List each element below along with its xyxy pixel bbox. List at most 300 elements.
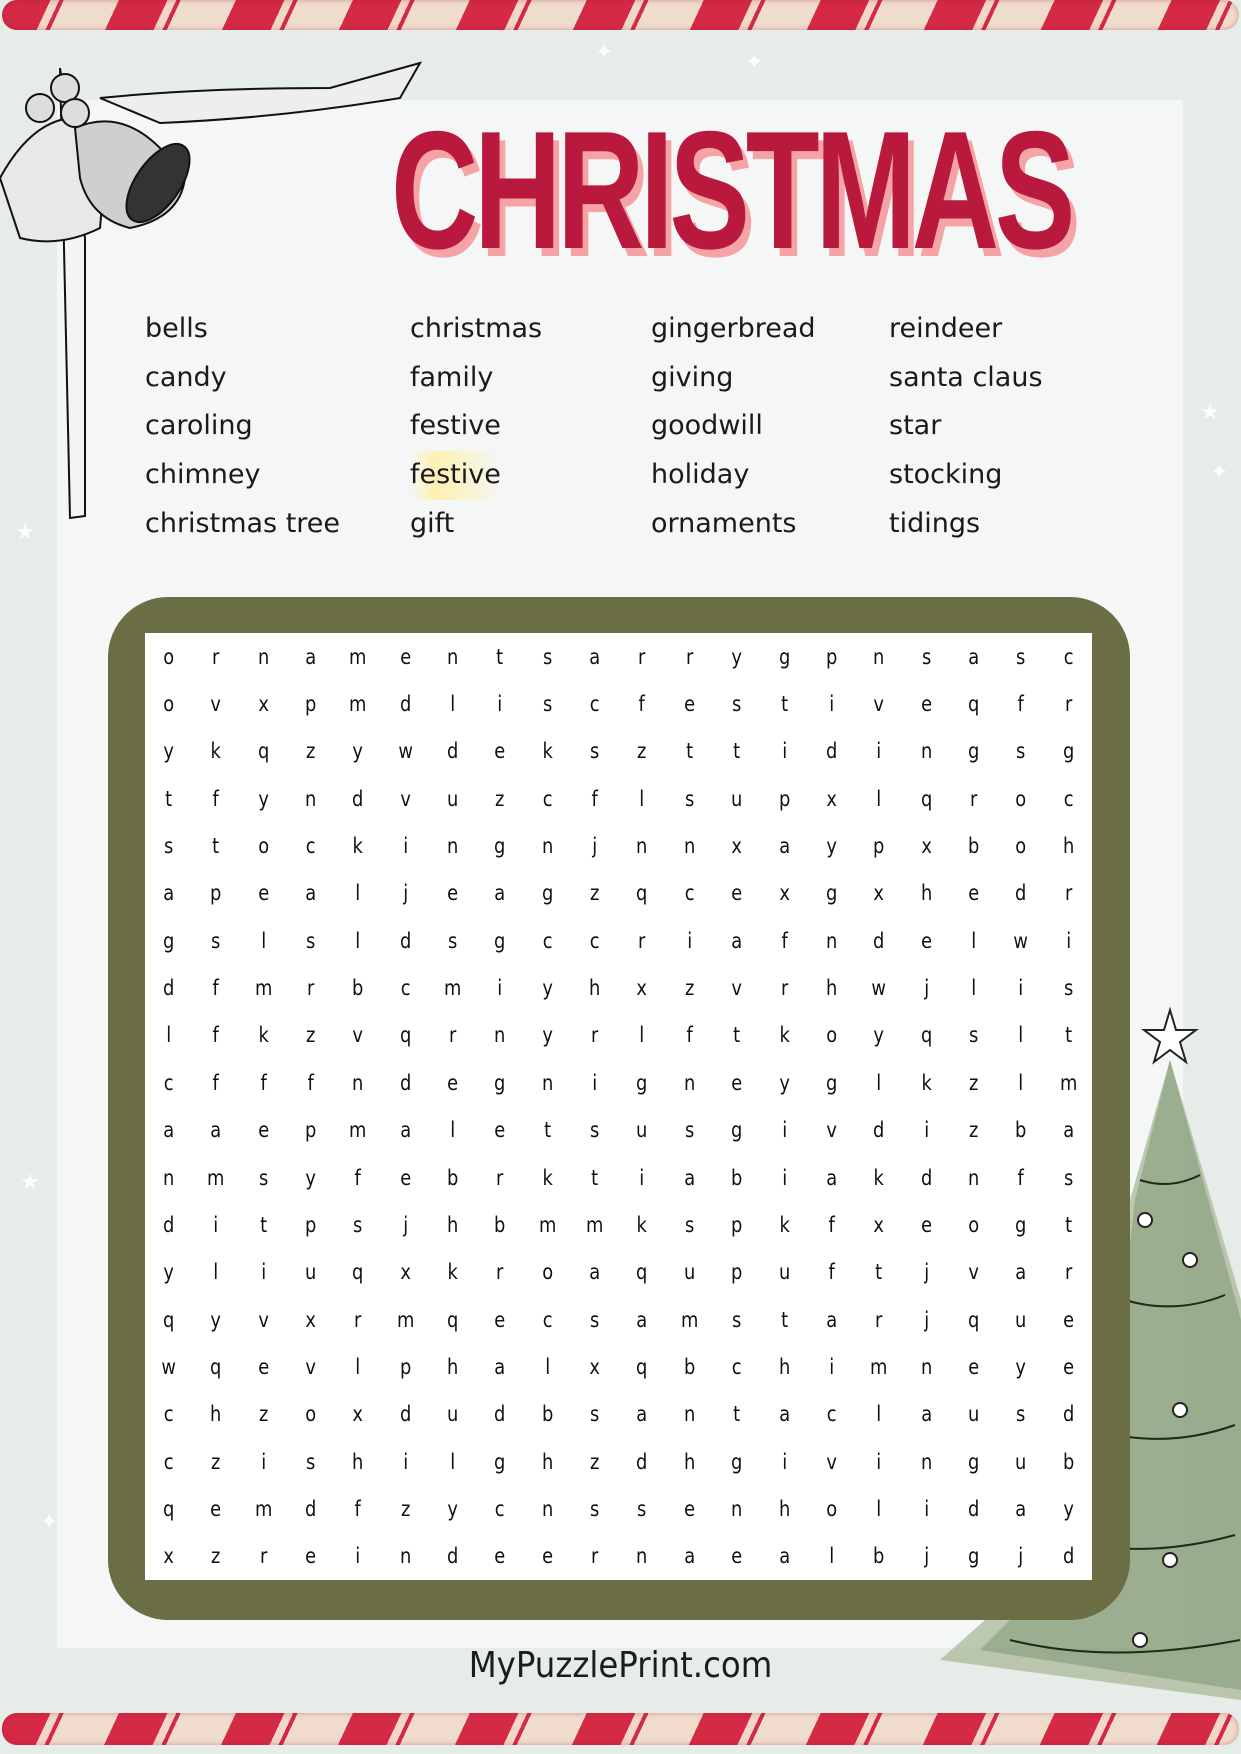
grid-cell[interactable]: a (778, 1544, 790, 1569)
grid-cell[interactable]: a (731, 928, 743, 953)
grid-cell[interactable]: n (920, 1354, 932, 1379)
grid-cell[interactable]: a (778, 834, 790, 859)
grid-cell[interactable]: i (402, 1449, 408, 1474)
grid-cell[interactable]: f (781, 928, 788, 953)
grid-cell[interactable]: a (163, 1118, 175, 1143)
grid-cell[interactable]: h (210, 1402, 222, 1427)
grid-cell[interactable]: v (258, 1307, 269, 1332)
grid-cell[interactable]: g (1015, 1212, 1027, 1237)
grid-cell[interactable]: n (683, 834, 696, 859)
grid-cell[interactable]: c (731, 1354, 742, 1379)
grid-cell[interactable]: i (497, 976, 503, 1001)
grid-cell[interactable]: x (778, 881, 790, 906)
grid-cell[interactable]: t (1064, 1023, 1072, 1048)
grid-cell[interactable]: x (163, 1544, 174, 1569)
grid-cell[interactable]: m (349, 1118, 367, 1143)
grid-cell[interactable]: e (731, 1070, 743, 1095)
grid-cell[interactable]: l (450, 1449, 456, 1474)
grid-cell[interactable]: a (636, 1402, 648, 1427)
grid-cell[interactable]: z (968, 1070, 979, 1095)
grid-cell[interactable]: q (447, 1307, 459, 1332)
grid-cell[interactable]: o (826, 1023, 838, 1048)
grid-cell[interactable]: u (1015, 1449, 1027, 1474)
grid-cell[interactable]: w (871, 976, 887, 1001)
grid-cell[interactable]: a (684, 1165, 695, 1190)
grid-cell[interactable]: e (731, 1544, 743, 1569)
grid-cell[interactable]: k (779, 1212, 790, 1237)
grid-cell[interactable]: i (781, 1118, 787, 1143)
grid-cell[interactable]: n (683, 1070, 696, 1095)
grid-cell[interactable]: e (1062, 1354, 1074, 1379)
grid-cell[interactable]: s (1016, 644, 1026, 669)
grid-cell[interactable]: r (1064, 692, 1072, 717)
grid-cell[interactable]: m (680, 1307, 699, 1332)
grid-cell[interactable]: y (873, 1023, 885, 1048)
grid-cell[interactable]: h (920, 881, 932, 906)
grid-cell[interactable]: e (257, 1118, 269, 1143)
grid-cell[interactable]: j (1018, 1544, 1024, 1569)
grid-cell[interactable]: r (638, 928, 646, 953)
grid-cell[interactable]: n (825, 928, 838, 953)
grid-cell[interactable]: i (781, 1165, 787, 1190)
grid-cell[interactable]: q (399, 1023, 412, 1048)
grid-cell[interactable]: u (683, 1260, 696, 1285)
grid-cell[interactable]: e (920, 1212, 932, 1237)
grid-cell[interactable]: s (921, 644, 931, 669)
grid-cell[interactable]: y (542, 1023, 553, 1048)
grid-cell[interactable]: a (636, 1307, 648, 1332)
grid-cell[interactable]: b (967, 834, 980, 859)
grid-cell[interactable]: o (163, 644, 175, 669)
grid-cell[interactable]: k (210, 739, 222, 764)
grid-cell[interactable]: g (636, 1070, 648, 1095)
grid-cell[interactable]: v (826, 1118, 837, 1143)
grid-cell[interactable]: h (1062, 834, 1074, 859)
grid-cell[interactable]: g (731, 1449, 743, 1474)
grid-cell[interactable]: n (920, 739, 932, 764)
grid-cell[interactable]: l (213, 1260, 219, 1285)
grid-cell[interactable]: x (589, 1354, 601, 1379)
grid-cell[interactable]: q (920, 786, 932, 811)
grid-cell[interactable]: z (306, 1023, 316, 1048)
grid-cell[interactable]: s (684, 1212, 695, 1237)
grid-cell[interactable]: a (163, 881, 175, 906)
grid-cell[interactable]: e (920, 692, 932, 717)
grid-cell[interactable]: x (305, 1307, 317, 1332)
grid-cell[interactable]: m (349, 644, 367, 669)
grid-cell[interactable]: l (355, 928, 361, 953)
grid-cell[interactable]: d (967, 1496, 980, 1521)
grid-cell[interactable]: g (825, 1070, 838, 1095)
grid-cell[interactable]: c (163, 1070, 174, 1095)
grid-cell[interactable]: n (967, 1165, 980, 1190)
grid-cell[interactable]: j (923, 976, 929, 1001)
grid-cell[interactable]: i (497, 692, 503, 717)
grid-cell[interactable]: v (968, 1260, 979, 1285)
grid-cell[interactable]: f (307, 1070, 314, 1095)
grid-cell[interactable]: y (210, 1307, 222, 1332)
grid-cell[interactable]: n (873, 644, 885, 669)
grid-cell[interactable]: b (683, 1354, 696, 1379)
grid-cell[interactable]: n (447, 644, 459, 669)
grid-cell[interactable]: p (873, 834, 885, 859)
grid-cell[interactable]: s (732, 692, 742, 717)
grid-cell[interactable]: v (210, 692, 222, 717)
grid-cell[interactable]: i (923, 1118, 929, 1143)
grid-cell[interactable]: p (731, 1212, 743, 1237)
grid-cell[interactable]: c (826, 1402, 837, 1427)
grid-cell[interactable]: s (306, 1449, 316, 1474)
grid-cell[interactable]: s (684, 1118, 695, 1143)
grid-cell[interactable]: t (780, 1307, 788, 1332)
grid-cell[interactable]: r (496, 1260, 504, 1285)
grid-cell[interactable]: c (163, 1449, 174, 1474)
grid-cell[interactable]: t (733, 739, 741, 764)
grid-cell[interactable]: i (260, 1449, 266, 1474)
grid-cell[interactable]: p (210, 881, 222, 906)
grid-cell[interactable]: z (590, 1449, 600, 1474)
grid-cell[interactable]: v (400, 786, 411, 811)
grid-cell[interactable]: c (163, 1402, 174, 1427)
grid-cell[interactable]: e (305, 1544, 317, 1569)
grid-cell[interactable]: n (399, 1544, 412, 1569)
grid-cell[interactable]: z (258, 1402, 269, 1427)
grid-cell[interactable]: i (592, 1070, 598, 1095)
grid-cell[interactable]: n (636, 834, 648, 859)
grid-cell[interactable]: t (591, 1165, 599, 1190)
grid-cell[interactable]: b (447, 1165, 459, 1190)
grid-cell[interactable]: c (1063, 644, 1074, 669)
grid-cell[interactable]: y (542, 976, 553, 1001)
grid-cell[interactable]: b (352, 976, 364, 1001)
grid-cell[interactable]: f (686, 1023, 693, 1048)
grid-cell[interactable]: z (211, 1449, 221, 1474)
grid-cell[interactable]: g (494, 928, 506, 953)
grid-cell[interactable]: r (591, 1544, 599, 1569)
grid-cell[interactable]: h (778, 1354, 790, 1379)
grid-cell[interactable]: m (254, 1496, 273, 1521)
grid-cell[interactable]: o (1015, 786, 1027, 811)
grid-cell[interactable]: f (260, 1070, 267, 1095)
grid-cell[interactable]: i (1065, 928, 1071, 953)
grid-cell[interactable]: n (305, 786, 317, 811)
grid-cell[interactable]: c (1063, 786, 1074, 811)
grid-cell[interactable]: i (402, 834, 408, 859)
grid-cell[interactable]: j (923, 1544, 929, 1569)
grid-cell[interactable]: x (400, 1260, 411, 1285)
grid-cell[interactable]: y (258, 786, 269, 811)
grid-cell[interactable]: l (166, 1023, 172, 1048)
grid-cell[interactable]: r (685, 644, 694, 669)
grid-cell[interactable]: t (259, 1212, 267, 1237)
grid-cell[interactable]: x (920, 834, 932, 859)
grid-cell[interactable]: j (402, 1212, 408, 1237)
grid-cell[interactable]: i (355, 1544, 361, 1569)
grid-cell[interactable]: g (494, 1070, 506, 1095)
grid-cell[interactable]: o (968, 1212, 980, 1237)
grid-cell[interactable]: e (920, 928, 932, 953)
grid-cell[interactable]: h (778, 1496, 790, 1521)
grid-cell[interactable]: f (1017, 692, 1025, 717)
grid-cell[interactable]: r (969, 786, 978, 811)
grid-cell[interactable]: n (541, 834, 554, 859)
grid-cell[interactable]: f (212, 786, 220, 811)
grid-cell[interactable]: r (212, 644, 220, 669)
grid-cell[interactable]: h (541, 1449, 554, 1474)
grid-cell[interactable]: l (355, 881, 361, 906)
grid-cell[interactable]: p (399, 1354, 412, 1379)
grid-cell[interactable]: c (589, 928, 600, 953)
grid-cell[interactable]: x (352, 1402, 364, 1427)
grid-cell[interactable]: p (778, 786, 790, 811)
grid-cell[interactable]: a (210, 1118, 222, 1143)
grid-cell[interactable]: s (732, 1307, 742, 1332)
grid-cell[interactable]: e (494, 1118, 506, 1143)
grid-cell[interactable]: v (731, 976, 743, 1001)
grid-cell[interactable]: a (920, 1402, 932, 1427)
grid-cell[interactable]: r (1064, 1260, 1072, 1285)
grid-cell[interactable]: g (825, 881, 838, 906)
grid-cell[interactable]: g (541, 881, 554, 906)
grid-cell[interactable]: r (354, 1307, 362, 1332)
grid-cell[interactable]: l (876, 1402, 882, 1427)
grid-cell[interactable]: s (164, 834, 174, 859)
grid-cell[interactable]: s (1016, 739, 1026, 764)
grid-cell[interactable]: a (494, 1354, 506, 1379)
grid-cell[interactable]: f (212, 1023, 220, 1048)
grid-cell[interactable]: e (494, 1307, 506, 1332)
grid-cell[interactable]: n (352, 1070, 364, 1095)
grid-cell[interactable]: n (494, 1023, 506, 1048)
grid-cell[interactable]: f (354, 1165, 362, 1190)
grid-cell[interactable]: n (257, 644, 270, 669)
grid-cell[interactable]: s (590, 1118, 600, 1143)
grid-cell[interactable]: s (1063, 976, 1073, 1001)
grid-cell[interactable]: t (1064, 1212, 1072, 1237)
grid-cell[interactable]: l (829, 1544, 835, 1569)
grid-cell[interactable]: m (349, 692, 367, 717)
grid-cell[interactable]: z (684, 976, 695, 1001)
grid-cell[interactable]: s (353, 1212, 363, 1237)
grid-cell[interactable]: a (778, 1402, 790, 1427)
grid-cell[interactable]: x (731, 834, 743, 859)
grid-cell[interactable]: e (257, 1354, 269, 1379)
grid-cell[interactable]: e (968, 881, 980, 906)
grid-cell[interactable]: y (826, 834, 837, 859)
grid-cell[interactable]: n (163, 1165, 175, 1190)
grid-cell[interactable]: p (305, 1212, 317, 1237)
grid-cell[interactable]: r (496, 1165, 504, 1190)
grid-cell[interactable]: x (636, 976, 648, 1001)
grid-cell[interactable]: h (447, 1354, 459, 1379)
grid-cell[interactable]: n (731, 1496, 743, 1521)
grid-cell[interactable]: e (541, 1544, 553, 1569)
grid-cell[interactable]: u (778, 1260, 790, 1285)
grid-cell[interactable]: n (683, 1402, 696, 1427)
grid-cell[interactable]: m (207, 1165, 225, 1190)
grid-cell[interactable]: d (1062, 1402, 1074, 1427)
grid-cell[interactable]: f (828, 1260, 835, 1285)
grid-cell[interactable]: m (870, 1354, 888, 1379)
grid-cell[interactable]: c (684, 881, 695, 906)
grid-cell[interactable]: i (781, 1449, 787, 1474)
grid-cell[interactable]: v (352, 1023, 364, 1048)
grid-cell[interactable]: h (352, 1449, 364, 1474)
grid-cell[interactable]: s (590, 1307, 600, 1332)
grid-cell[interactable]: d (920, 1165, 932, 1190)
grid-cell[interactable]: a (589, 1260, 601, 1285)
grid-cell[interactable]: v (826, 1449, 837, 1474)
grid-cell[interactable]: y (163, 1260, 174, 1285)
grid-cell[interactable]: u (1015, 1307, 1027, 1332)
grid-cell[interactable]: u (731, 786, 743, 811)
grid-cell[interactable]: s (968, 1023, 979, 1048)
grid-cell[interactable]: c (542, 1307, 553, 1332)
grid-cell[interactable]: a (1015, 1496, 1027, 1521)
grid-cell[interactable]: q (210, 1354, 222, 1379)
grid-cell[interactable]: c (589, 692, 600, 717)
grid-cell[interactable]: f (212, 1070, 220, 1095)
grid-cell[interactable]: o (1015, 834, 1027, 859)
grid-cell[interactable]: l (544, 1354, 550, 1379)
grid-cell[interactable]: h (447, 1212, 459, 1237)
grid-cell[interactable]: b (494, 1212, 506, 1237)
grid-cell[interactable]: e (447, 881, 459, 906)
grid-cell[interactable]: u (447, 786, 459, 811)
grid-cell[interactable]: t (165, 786, 173, 811)
grid-cell[interactable]: e (447, 1070, 459, 1095)
grid-cell[interactable]: g (494, 1449, 506, 1474)
grid-cell[interactable]: y (352, 739, 364, 764)
grid-cell[interactable]: n (447, 834, 459, 859)
grid-cell[interactable]: t (543, 1118, 551, 1143)
grid-cell[interactable]: f (1017, 1165, 1025, 1190)
grid-cell[interactable]: e (257, 881, 269, 906)
grid-cell[interactable]: b (1015, 1118, 1027, 1143)
grid-cell[interactable]: a (826, 1307, 838, 1332)
grid-cell[interactable]: b (731, 1165, 743, 1190)
grid-cell[interactable]: f (591, 786, 598, 811)
grid-cell[interactable]: s (1063, 1165, 1073, 1190)
grid-cell[interactable]: d (399, 1070, 412, 1095)
grid-cell[interactable]: s (306, 928, 316, 953)
grid-cell[interactable]: y (1063, 1496, 1074, 1521)
grid-cell[interactable]: j (402, 881, 408, 906)
grid-cell[interactable]: y (163, 739, 174, 764)
grid-cell[interactable]: h (683, 1449, 696, 1474)
grid-cell[interactable]: d (636, 1449, 648, 1474)
grid-cell[interactable]: b (873, 1544, 885, 1569)
grid-cell[interactable]: t (780, 692, 788, 717)
grid-cell[interactable]: r (1064, 881, 1072, 906)
grid-cell[interactable]: h (825, 976, 838, 1001)
grid-cell[interactable]: o (257, 834, 269, 859)
grid-cell[interactable]: n (636, 1544, 648, 1569)
grid-cell[interactable]: r (591, 1023, 599, 1048)
grid-cell[interactable]: g (967, 739, 980, 764)
grid-cell[interactable]: s (258, 1165, 269, 1190)
grid-cell[interactable]: s (1016, 1402, 1026, 1427)
grid-cell[interactable]: d (1062, 1544, 1074, 1569)
grid-cell[interactable]: f (828, 1212, 835, 1237)
grid-cell[interactable]: r (259, 1544, 268, 1569)
grid-cell[interactable]: s (211, 928, 221, 953)
grid-cell[interactable]: t (496, 644, 504, 669)
grid-cell[interactable]: d (494, 1402, 506, 1427)
grid-cell[interactable]: e (494, 739, 506, 764)
grid-cell[interactable]: d (305, 1496, 317, 1521)
grid-cell[interactable]: q (636, 1354, 648, 1379)
grid-cell[interactable]: g (494, 834, 506, 859)
grid-cell[interactable]: q (257, 739, 270, 764)
grid-cell[interactable]: a (684, 1544, 695, 1569)
grid-cell[interactable]: z (968, 1118, 979, 1143)
grid-cell[interactable]: d (447, 739, 459, 764)
grid-cell[interactable]: o (163, 692, 175, 717)
grid-cell[interactable]: d (163, 1212, 175, 1237)
grid-cell[interactable]: c (400, 976, 411, 1001)
grid-cell[interactable]: q (636, 881, 648, 906)
grid-cell[interactable]: a (1015, 1260, 1027, 1285)
grid-cell[interactable]: k (542, 1165, 553, 1190)
grid-cell[interactable]: l (971, 928, 977, 953)
grid-cell[interactable]: a (494, 881, 506, 906)
grid-cell[interactable]: l (355, 1354, 361, 1379)
grid-cell[interactable]: r (638, 644, 646, 669)
grid-cell[interactable]: l (876, 786, 882, 811)
grid-cell[interactable]: k (542, 739, 553, 764)
grid-cell[interactable]: s (590, 739, 600, 764)
grid-cell[interactable]: n (541, 1496, 554, 1521)
grid-cell[interactable]: g (731, 1118, 743, 1143)
grid-cell[interactable]: k (873, 1165, 885, 1190)
grid-cell[interactable]: g (163, 928, 175, 953)
grid-cell[interactable]: e (1062, 1307, 1074, 1332)
grid-cell[interactable]: e (684, 692, 696, 717)
grid-cell[interactable]: r (307, 976, 315, 1001)
grid-cell[interactable]: k (352, 834, 364, 859)
grid-cell[interactable]: g (778, 644, 790, 669)
grid-cell[interactable]: d (825, 739, 838, 764)
grid-cell[interactable]: i (829, 1354, 835, 1379)
grid-cell[interactable]: k (258, 1023, 269, 1048)
grid-cell[interactable]: d (399, 1402, 412, 1427)
grid-cell[interactable]: t (733, 1402, 741, 1427)
grid-cell[interactable]: c (542, 786, 553, 811)
grid-cell[interactable]: y (447, 1496, 459, 1521)
grid-cell[interactable]: d (352, 786, 364, 811)
grid-cell[interactable]: l (639, 1023, 645, 1048)
grid-cell[interactable]: i (781, 739, 787, 764)
grid-cell[interactable]: v (873, 692, 885, 717)
grid-cell[interactable]: d (163, 976, 175, 1001)
grid-cell[interactable]: r (875, 1307, 883, 1332)
grid-cell[interactable]: j (592, 834, 598, 859)
grid-cell[interactable]: s (448, 928, 458, 953)
grid-cell[interactable]: q (352, 1260, 364, 1285)
grid-cell[interactable]: m (538, 1212, 557, 1237)
grid-cell[interactable]: t (686, 739, 694, 764)
grid-cell[interactable]: e (399, 644, 411, 669)
grid-cell[interactable]: z (637, 739, 647, 764)
grid-cell[interactable]: a (305, 644, 317, 669)
grid-cell[interactable]: q (163, 1307, 175, 1332)
grid-cell[interactable]: t (875, 1260, 883, 1285)
grid-cell[interactable]: d (447, 1544, 459, 1569)
grid-cell[interactable]: r (449, 1023, 457, 1048)
grid-cell[interactable]: q (920, 1023, 932, 1048)
grid-cell[interactable]: w (398, 739, 413, 764)
